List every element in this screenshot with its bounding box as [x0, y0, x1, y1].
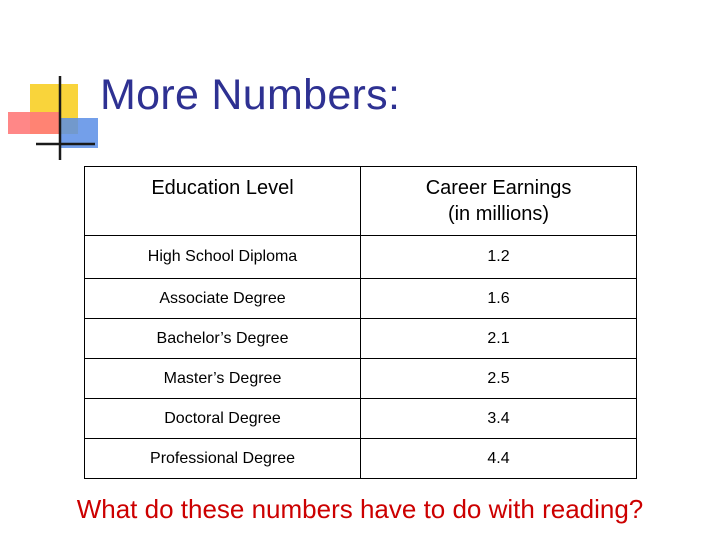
earnings-cell: 1.2 [361, 236, 637, 279]
table-row [85, 399, 637, 439]
decor-red-bar [8, 112, 60, 134]
earnings-cell: 1.6 [361, 279, 637, 319]
table-row [85, 439, 637, 479]
earnings-cell: 4.4 [361, 439, 637, 479]
reading-question: What do these numbers have to do with reading? [76, 494, 644, 524]
education-level-cell: Master’s Degree [85, 359, 361, 399]
table-row [85, 359, 637, 399]
slide-title: More Numbers: [100, 71, 401, 119]
header-career-earnings-line1: Career Earnings [425, 177, 572, 199]
education-level-cell: High School Diploma [85, 236, 361, 279]
education-level-cell: Professional Degree [85, 439, 361, 479]
table-header-row [85, 167, 637, 236]
table-row [85, 236, 637, 279]
table-row [85, 319, 637, 359]
header-education-level [85, 167, 361, 236]
education-level-cell: Bachelor’s Degree [85, 319, 361, 359]
header-career-earnings-line2: (in millions) [447, 203, 550, 225]
education-level-cell: Associate Degree [85, 279, 361, 319]
earnings-cell: 2.5 [361, 359, 637, 399]
header-education-level-text: Education Level [151, 177, 294, 199]
education-level-cell: Doctoral Degree [85, 399, 361, 439]
earnings-cell: 2.1 [361, 319, 637, 359]
table-row [85, 279, 637, 319]
earnings-cell: 3.4 [361, 399, 637, 439]
header-career-earnings [361, 167, 637, 236]
decorative-corner-graphic [0, 0, 110, 170]
earnings-table [84, 166, 637, 479]
